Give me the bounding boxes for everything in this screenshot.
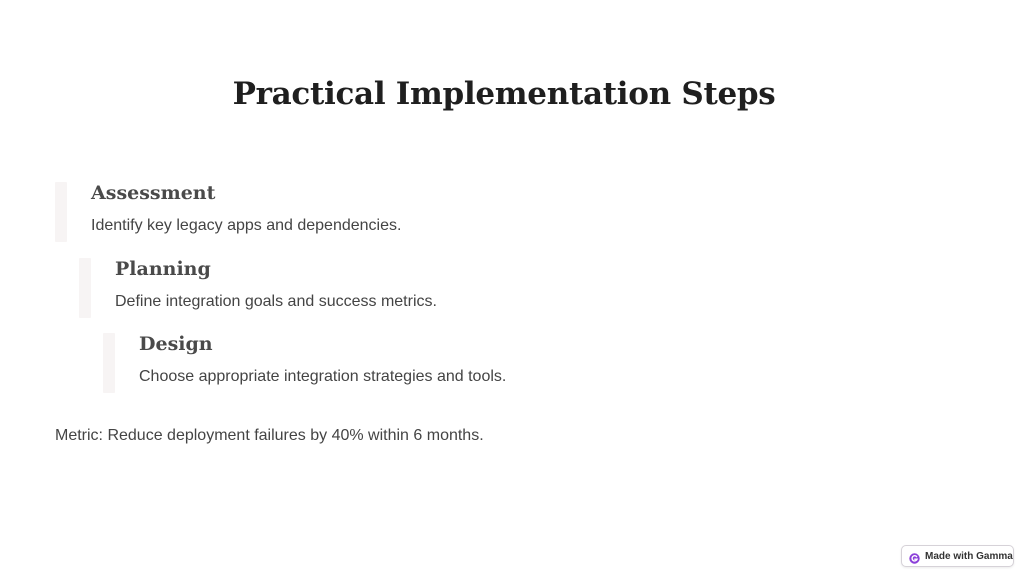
step-description: Choose appropriate integration strategies and tools. xyxy=(139,368,507,385)
step-accent-bar xyxy=(79,258,91,318)
slide-title: Practical Implementation Steps xyxy=(232,76,776,112)
step-heading: Design xyxy=(139,333,213,355)
step-heading: Planning xyxy=(115,258,211,280)
badge-label: Made with Gamma xyxy=(925,550,1013,562)
metric-text: Metric: Reduce deployment failures by 40% within 6 months. xyxy=(55,427,484,444)
step-description: Identify key legacy apps and dependencies. xyxy=(91,217,402,234)
step-heading: Assessment xyxy=(91,182,216,204)
gamma-logo-icon xyxy=(909,551,920,562)
step-accent-bar xyxy=(55,182,67,242)
made-with-gamma-badge[interactable] xyxy=(901,545,1014,567)
step-description: Define integration goals and success metrics. xyxy=(115,293,437,310)
step-accent-bar xyxy=(103,333,115,393)
